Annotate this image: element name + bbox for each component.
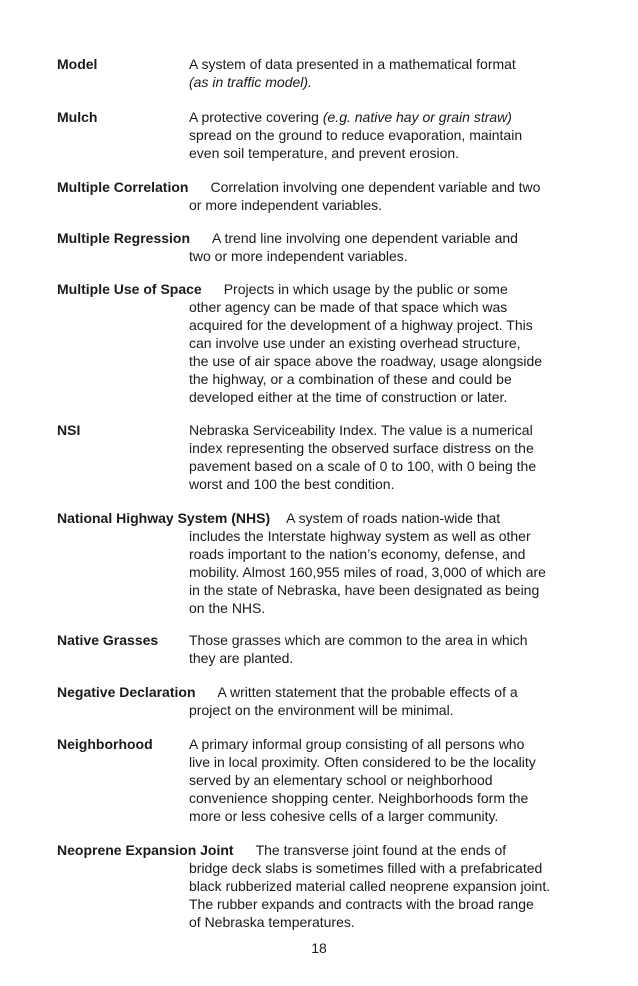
definition-line-first [57, 280, 582, 298]
definition-line [57, 807, 582, 825]
definition-text: Those grasses which are common to the area in which [189, 632, 528, 648]
definition-line-first [57, 509, 582, 527]
definition-text: of Nebraska temperatures. [189, 914, 355, 930]
definition-line [57, 753, 582, 771]
glossary-term: Neighborhood [57, 736, 153, 752]
definition-text: A system of roads nation-wide that [286, 510, 501, 526]
glossary-term: Native Grasses [57, 632, 159, 648]
definition-text: Projects in which usage by the public or some [223, 281, 508, 297]
definition-line [57, 877, 582, 895]
glossary-term: Model [57, 56, 98, 72]
definition-line [57, 388, 582, 406]
glossary-entry [57, 509, 582, 617]
page-number: 18 [311, 940, 327, 956]
definition-line [57, 334, 582, 352]
definition-line [57, 298, 582, 316]
definition-line [57, 895, 582, 913]
glossary-entry [57, 55, 582, 91]
glossary-term: National Highway System (NHS) [57, 510, 271, 526]
definition-line [57, 457, 582, 475]
definition-text: mobility. Almost 160,955 miles of road, 3,000 of which are [189, 564, 546, 580]
definition-line [57, 370, 582, 388]
definition-line [57, 73, 582, 91]
definition-line [57, 144, 582, 162]
definition-text: developed either at the time of construction or later. [189, 389, 508, 405]
glossary-term: Multiple Correlation [57, 179, 189, 195]
glossary-term: Mulch [57, 109, 98, 125]
glossary-term: NSI [57, 422, 81, 438]
definition-text: index representing the observed surface distress on the [189, 440, 534, 456]
glossary-entry [57, 683, 582, 719]
definition-line-first [57, 229, 582, 247]
glossary-entry [57, 108, 582, 162]
definition-text: live in local proximity. Often considered to be the locality [189, 754, 536, 770]
definition-text: A primary informal group consisting of all persons who [189, 736, 525, 752]
definition-line [57, 581, 582, 599]
glossary-entry [57, 229, 582, 265]
glossary-term: Multiple Use of Space [57, 281, 202, 297]
definition-line [57, 527, 582, 545]
definition-line-first [57, 631, 582, 649]
definition-line [57, 913, 582, 931]
definition-start [189, 631, 528, 649]
definition-line-first [57, 683, 582, 701]
definition-line [57, 439, 582, 457]
definition-text: A protective covering [189, 109, 323, 125]
italic-text: (as in traffic model). [189, 74, 312, 90]
definition-text: on the NHS. [189, 600, 266, 616]
definition-line-first [57, 735, 582, 753]
definition-text: bridge deck slabs is sometimes filled with a prefabricated [189, 860, 543, 876]
glossary-term: Neoprene Expansion Joint [57, 842, 234, 858]
definition-text: Correlation involving one dependent variable and two [210, 179, 541, 195]
definition-text: the highway, or a combination of these and could be [189, 371, 512, 387]
definition-line [57, 771, 582, 789]
definition-text: in the state of Nebraska, have been designated as being [189, 582, 540, 598]
definition-text: pavement based on a scale of 0 to 100, with 0 being the [189, 458, 537, 474]
definition-text: roads important to the nation’s economy, defense, and [189, 546, 526, 562]
definition-text: includes the Interstate highway system as well as other [189, 528, 531, 544]
definition-line-first [57, 178, 582, 196]
definition-line [57, 475, 582, 493]
glossary-term: Negative Declaration [57, 684, 196, 700]
definition-text: the use of air space above the roadway, usage alongside [189, 353, 543, 369]
definition-text: two or more independent variables. [189, 248, 408, 264]
definition-line-first [57, 841, 582, 859]
definition-text: A system of data presented in a mathematical format [189, 56, 516, 72]
definition-line [57, 649, 582, 667]
definition-text: A written statement that the probable effects of a [217, 684, 518, 700]
definition-text: black rubberized material called neoprene expansion joint. [189, 878, 551, 894]
glossary-term: Multiple Regression [57, 230, 191, 246]
definition-line-first [57, 108, 582, 126]
glossary-entry [57, 841, 582, 931]
definition-text: more or less cohesive cells of a larger community. [189, 808, 499, 824]
definition-line-first [57, 421, 582, 439]
definition-line [57, 545, 582, 563]
definition-text: The transverse joint found at the ends of [255, 842, 507, 858]
definition-line [57, 701, 582, 719]
definition-line [57, 196, 582, 214]
definition-text: A trend line involving one dependent variable and [212, 230, 518, 246]
definition-text: served by an elementary school or neighborhood [189, 772, 493, 788]
italic-text: (e.g. native hay or grain straw) [322, 109, 512, 125]
definition-text: other agency can be made of that space which was [189, 299, 508, 315]
definition-start [189, 735, 524, 753]
definition-line [57, 563, 582, 581]
definition-start [189, 55, 516, 73]
definition-text: spread on the ground to reduce evaporation, maintain [189, 127, 523, 143]
definition-line [57, 126, 582, 144]
definition-text: they are planted. [189, 650, 294, 666]
definition-line [57, 789, 582, 807]
definition-text: project on the environment will be minimal. [189, 702, 454, 718]
definition-text: The rubber expands and contracts with the broad range [189, 896, 534, 912]
definition-text: even soil temperature, and prevent erosion. [189, 145, 460, 161]
definition-text: worst and 100 the best condition. [189, 476, 395, 492]
definition-line [57, 316, 582, 334]
definition-line [57, 599, 582, 617]
glossary-entry [57, 280, 582, 406]
definition-line [57, 247, 582, 265]
definition-text: can involve use under an existing overhead structure, [189, 335, 521, 351]
definition-text: acquired for the development of a highway project. This [189, 317, 533, 333]
glossary-entry [57, 735, 582, 825]
definition-line-first [57, 55, 582, 73]
definition-line [57, 859, 582, 877]
glossary-entry [57, 421, 582, 493]
definition-start [189, 421, 533, 439]
definition-start [189, 108, 512, 126]
definition-text: or more independent variables. [189, 197, 383, 213]
glossary-entry [57, 178, 582, 214]
glossary-entry [57, 631, 582, 667]
definition-line [57, 352, 582, 370]
definition-text: convenience shopping center. Neighborhoods form the [189, 790, 529, 806]
definition-text: Nebraska Serviceability Index. The value is a numerical [189, 422, 533, 438]
